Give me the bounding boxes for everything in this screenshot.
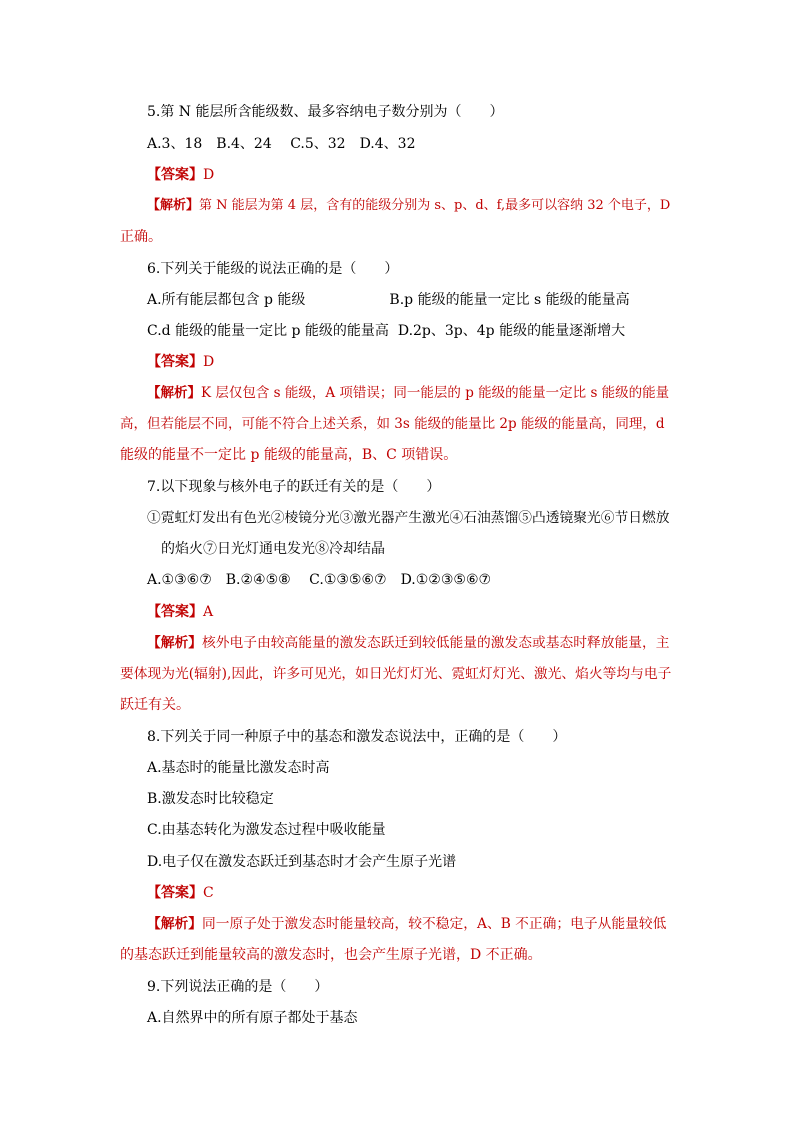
question-7-analysis: [147, 635, 670, 651]
question-7-answer: [147, 604, 213, 620]
answer-label: 【答案】: [147, 354, 203, 370]
question-8-option-b: B.激发态时比较稳定: [147, 791, 274, 807]
analysis-line: K 层仅包含 s 能级，A 项错误；同一能层的 p 能级的能量一定比 s 能级的能量: [201, 385, 670, 401]
question-8-option-c: C.由基态转化为激发态过程中吸收能量: [147, 822, 386, 838]
analysis-line: 第 N 能层为第 4 层，含有的能级分别为 s、p、d、f,最多可以容纳 32 个电子，D: [199, 198, 671, 213]
question-5-options: A.3、18 B.4、24 C.5、32 D.4、32: [147, 136, 416, 152]
analysis-label: 【解析】: [147, 385, 201, 401]
analysis-line: 核外电子由较高能量的激发态跃迁到较低能量的激发态或基态时释放能量，主: [202, 635, 670, 651]
question-6-analysis: [147, 385, 669, 401]
question-8-option-a: A.基态时的能量比激发态时高: [147, 760, 330, 776]
answer-label: 【答案】: [147, 604, 203, 620]
question-6-answer: [147, 354, 214, 370]
analysis-line: 能级的能量不一定比 p 能级的能量高，B、C 项错误。: [120, 447, 458, 463]
analysis-label: 【解析】: [147, 198, 200, 213]
question-5-analysis: [147, 198, 670, 214]
question-5-stem: 5.第 N 能层所含能级数、最多容纳电子数分别为（ ）: [147, 104, 504, 120]
question-7-options: A.①③⑥⑦ B.②④⑤⑧ C.①③⑤⑥⑦ D.①②③⑤⑥⑦: [147, 572, 492, 588]
question-8-option-d: D.电子仅在激发态跃迁到基态时才会产生原子光谱: [147, 854, 457, 870]
analysis-line: 跃迁有关。: [120, 697, 190, 713]
analysis-line: 同一原子处于激发态时能量较高，较不稳定，A、B 不正确；电子从能量较低: [202, 916, 667, 932]
answer-value: C: [203, 885, 214, 901]
analysis-label: 【解析】: [147, 635, 203, 651]
answer-value: A: [203, 604, 214, 620]
answer-value: D: [203, 167, 215, 183]
analysis-label: 【解析】: [147, 916, 203, 932]
answer-label: 【答案】: [147, 167, 203, 183]
answer-value: D: [203, 354, 215, 370]
analysis-line: 正确。: [120, 229, 162, 245]
analysis-line: 要体现为光(辐射),因此，许多可见光，如日光灯灯光、霓虹灯灯光、激光、焰火等均与电子: [120, 666, 672, 682]
question-7-stem: 7.以下现象与核外电子的跃迁有关的是（ ）: [147, 479, 441, 495]
analysis-line: 的基态跃迁到能量较高的激发态时，也会产生原子光谱，D 不正确。: [120, 947, 542, 963]
question-7-items: ①霓虹灯发出有色光②棱镜分光③激光器产生激光④石油蒸馏⑤凸透镜聚光⑥节日燃放: [147, 510, 670, 526]
analysis-line: 高，但若能层不同，可能不符合上述关系，如 3s 能级的能量比 2p 能级的能量高，同理，d: [120, 416, 665, 432]
question-6-options: A.所有能层都包含 p 能级 B.p 能级的能量一定比 s 能级的能量高: [147, 292, 630, 308]
question-8-stem: 8.下列关于同一种原子中的基态和激发态说法中，正确的是（ ）: [147, 729, 567, 745]
question-8-analysis: [147, 916, 666, 932]
question-7-items: 的焰火⑦日光灯通电发光⑧冷却结晶: [161, 541, 385, 557]
question-8-answer: [147, 885, 214, 901]
answer-label: 【答案】: [147, 885, 203, 901]
question-6-options: C.d 能级的能量一定比 p 能级的能量高 D.2p、3p、4p 能级的能量逐渐增大: [147, 323, 626, 339]
question-5-answer: [147, 167, 214, 183]
question-9-option-a: A.自然界中的所有原子都处于基态: [147, 1010, 358, 1026]
question-9-stem: 9.下列说法正确的是（ ）: [147, 979, 329, 995]
question-6-stem: 6.下列关于能级的说法正确的是（ ）: [147, 261, 399, 277]
